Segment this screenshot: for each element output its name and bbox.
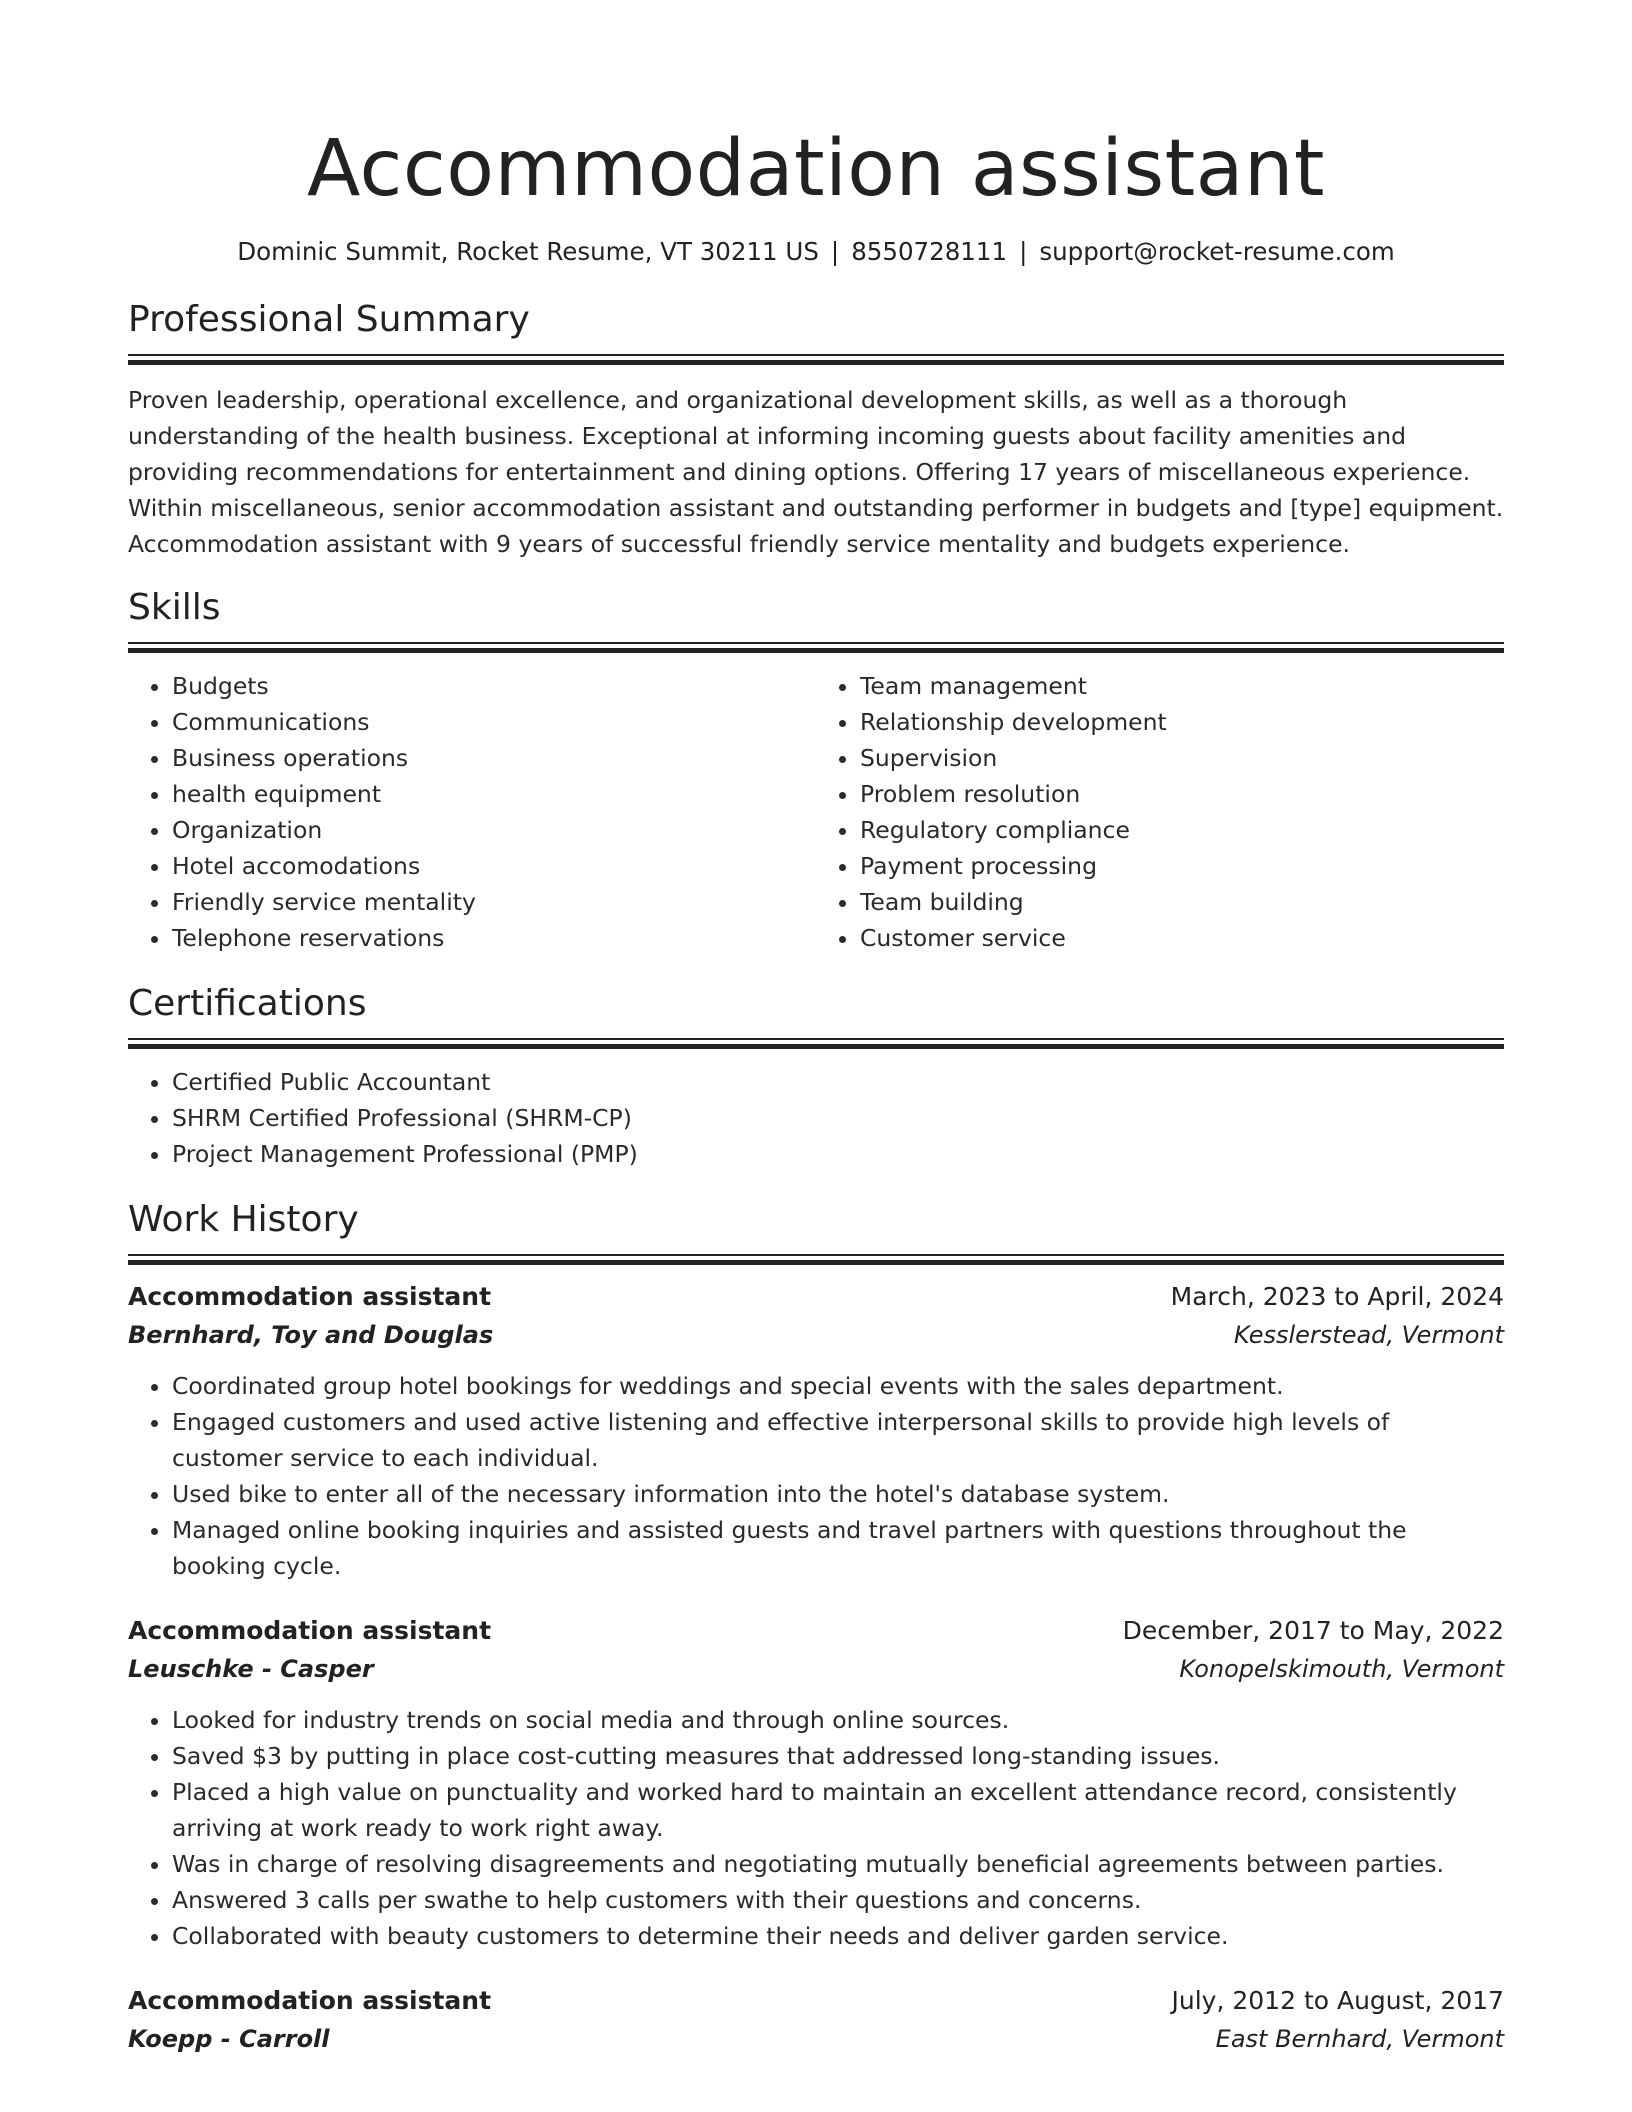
- job-header-row: [128, 1278, 1504, 1316]
- job-title: Accommodation assistant: [128, 1616, 492, 1645]
- summary-heading: Professional Summary: [128, 299, 530, 340]
- contact-phone: 8550728111: [851, 237, 1008, 266]
- job-dates: December, 2017 to May, 2022: [1122, 1616, 1504, 1645]
- contact-email[interactable]: support@rocket-resume.com: [1039, 237, 1395, 266]
- job-bullet: • Collaborated with beauty customers to determine their needs and deliver garden service.: [172, 1918, 1504, 1954]
- job-bullet: • Placed a high value on punctuality and worked hard to maintain an excellent attendance record, consistently arriving at work ready to work right away.: [172, 1774, 1504, 1846]
- job-title: Accommodation assistant: [128, 1986, 492, 2015]
- job-header-row: [128, 1612, 1504, 1650]
- certifications-section: [128, 982, 1504, 1172]
- job-bullet: • Looked for industry trends on social media and through online sources.: [172, 1702, 1504, 1738]
- skill-item: • Communications: [172, 704, 816, 740]
- job-bullet: • Was in charge of resolving disagreements and negotiating mutually beneficial agreements between parties.: [172, 1846, 1504, 1882]
- skills-list-right: [816, 668, 1504, 956]
- contact-line: [128, 236, 1504, 268]
- certification-item: • Certified Public Accountant: [172, 1064, 1504, 1100]
- job-bullet: • Managed online booking inquiries and assisted guests and travel partners with questions throughout the booking cycle.: [172, 1512, 1504, 1584]
- job-bullets: [128, 1368, 1504, 1584]
- skill-item: • Problem resolution: [860, 776, 1504, 812]
- skill-item: • Supervision: [860, 740, 1504, 776]
- skill-item: • Regulatory compliance: [860, 812, 1504, 848]
- skill-item: • health equipment: [172, 776, 816, 812]
- skill-item: • Telephone reservations: [172, 920, 816, 956]
- certification-item: • Project Management Professional (PMP): [172, 1136, 1504, 1172]
- section-divider: [128, 1038, 1504, 1048]
- section-divider: [128, 354, 1504, 364]
- summary-section: [128, 298, 1504, 562]
- job-bullet: • Engaged customers and used active listening and effective interpersonal skills to provide high levels of customer service to each individual.: [172, 1404, 1504, 1476]
- job-entry: [128, 1612, 1504, 1954]
- resume-page: [128, 0, 1504, 2058]
- skills-list-left: [128, 668, 816, 956]
- skill-item: • Hotel accomodations: [172, 848, 816, 884]
- job-company-row: [128, 1650, 1504, 1688]
- section-divider: [128, 642, 1504, 652]
- job-bullet: • Coordinated group hotel bookings for weddings and special events with the sales department.: [172, 1368, 1504, 1404]
- contact-separator: |: [1019, 237, 1028, 266]
- job-company-row: [128, 1316, 1504, 1354]
- job-company: Koepp - Carroll: [128, 2025, 330, 2053]
- job-dates: July, 2012 to August, 2017: [1171, 1986, 1504, 2015]
- job-header-row: [128, 1982, 1504, 2020]
- skill-item: • Team management: [860, 668, 1504, 704]
- job-location: Kesslerstead, Vermont: [1233, 1321, 1504, 1349]
- section-divider: [128, 1254, 1504, 1264]
- job-bullet: • Used bike to enter all of the necessary information into the hotel's database system.: [172, 1476, 1504, 1512]
- job-dates: March, 2023 to April, 2024: [1170, 1282, 1504, 1311]
- resume-title: Accommodation assistant: [307, 124, 1325, 214]
- skills-grid: [128, 668, 1504, 956]
- skill-item: • Business operations: [172, 740, 816, 776]
- job-entry: [128, 1278, 1504, 1584]
- skill-item: • Relationship development: [860, 704, 1504, 740]
- skill-item: • Organization: [172, 812, 816, 848]
- skill-item: • Customer service: [860, 920, 1504, 956]
- work-history-section: [128, 1198, 1504, 2058]
- job-company: Bernhard, Toy and Douglas: [128, 1321, 494, 1349]
- job-location: Konopelskimouth, Vermont: [1179, 1655, 1504, 1683]
- skills-heading: Skills: [128, 587, 221, 628]
- contact-address: Dominic Summit, Rocket Resume, VT 30211 US: [237, 237, 819, 266]
- job-entry: [128, 1982, 1504, 2058]
- job-bullet: • Answered 3 calls per swathe to help customers with their questions and concerns.: [172, 1882, 1504, 1918]
- certifications-heading: Certifications: [128, 983, 367, 1024]
- skill-item: • Budgets: [172, 668, 816, 704]
- job-location: East Bernhard, Vermont: [1215, 2025, 1504, 2053]
- skills-section: [128, 586, 1504, 956]
- job-company-row: [128, 2020, 1504, 2058]
- certification-item: • SHRM Certified Professional (SHRM-CP): [172, 1100, 1504, 1136]
- skill-item: • Friendly service mentality: [172, 884, 816, 920]
- job-bullets: [128, 1702, 1504, 1954]
- skill-item: • Team building: [860, 884, 1504, 920]
- contact-separator: |: [830, 237, 840, 266]
- job-company: Leuschke - Casper: [128, 1655, 374, 1683]
- job-title: Accommodation assistant: [128, 1282, 492, 1311]
- summary-text: Proven leadership, operational excellence, and organizational development skills, as well as a thorough understanding of the health business. Exceptional at informing incoming guests about facility amenities and providing recommendations for entertainment and dining options. Offering 17 years of miscellaneous experience. Within miscellaneous, senior accommodation assistant and outstanding performer in budgets and [type] equipment. Accommodation assistant with 9 years of successful friendly service mentality and budgets experience.: [128, 386, 1504, 558]
- certifications-list: [128, 1064, 1504, 1172]
- skill-item: • Payment processing: [860, 848, 1504, 884]
- job-bullet: • Saved $3 by putting in place cost-cutting measures that addressed long-standing issues.: [172, 1738, 1504, 1774]
- work-history-heading: Work History: [128, 1199, 359, 1240]
